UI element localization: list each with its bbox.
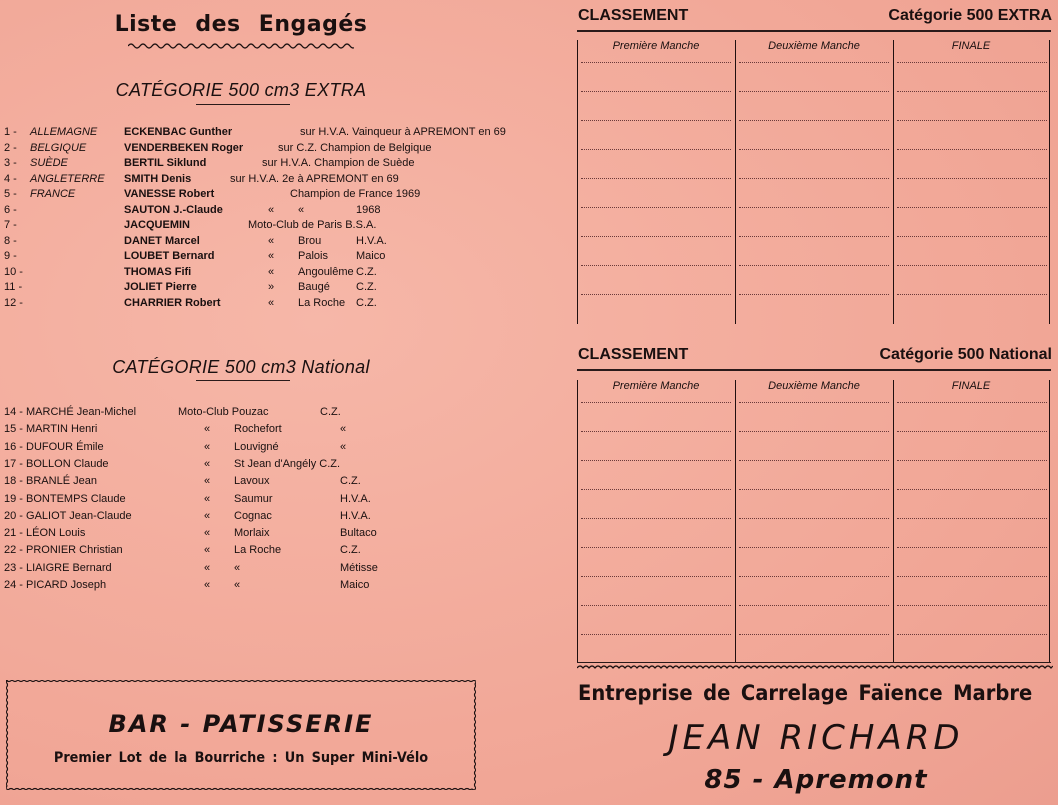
extra-entry-country: ANGLETERRE — [30, 172, 105, 185]
extra-entry-num: 11 - — [4, 281, 23, 293]
classement-title-national: CLASSEMENT — [578, 346, 689, 363]
extra-entry-rider: VANESSE Robert — [124, 188, 215, 200]
extra-entry-country: FRANCE — [30, 188, 76, 200]
result-dotted-line — [897, 634, 1047, 635]
extra-entry-c1: « — [268, 203, 275, 216]
national-entry-q: « — [204, 457, 211, 470]
table2-wavy-rule — [577, 664, 1053, 672]
bar-subtitle: Premier Lot de la Bourriche : Un Super Mini-Vélo — [53, 750, 429, 766]
extra-entry-rest: sur H.V.A. Champion de Suède — [262, 157, 415, 169]
company-name: JEAN RICHARD — [668, 718, 964, 758]
national-entry-make: Métisse — [340, 561, 378, 574]
national-entry-make: C.Z. — [340, 475, 361, 488]
national-entry-town: St Jean d'Angély C.Z. — [234, 457, 341, 470]
extra-entry-rider: LOUBET Bernard — [124, 250, 215, 262]
extra-entry-c3: C.Z. — [356, 296, 377, 309]
national-entry-town: « — [234, 561, 241, 574]
extra-entry-rider: BERTIL Siklund — [124, 157, 207, 169]
result-dotted-line — [739, 62, 889, 63]
extra-entry-num: 8 - — [4, 234, 17, 247]
national-entry-rider: 21 - LÉON Louis — [4, 527, 86, 540]
national-entry-make: C.Z. — [340, 544, 361, 557]
result-dotted-line — [581, 634, 731, 635]
result-dotted-line — [739, 605, 889, 606]
extra-entry-rest: sur C.Z. Champion de Belgique — [278, 141, 432, 154]
national-entry-q: « — [204, 509, 211, 522]
result-dotted-line — [739, 634, 889, 635]
result-dotted-line — [581, 265, 731, 266]
result-dotted-line — [739, 207, 889, 208]
result-dotted-line — [739, 265, 889, 266]
national-entry-town: Morlaix — [234, 527, 270, 540]
result-dotted-line — [897, 62, 1047, 63]
extra-entry-num: 2 - — [4, 141, 17, 154]
category-label-extra: Catégorie 500 EXTRA — [888, 7, 1052, 24]
national-entry-q: « — [204, 475, 211, 488]
extra-entry-rest: sur H.V.A. 2e à APREMONT en 69 — [230, 172, 399, 185]
national-entry-make: « — [340, 423, 347, 436]
extra-entry-num: 7 - — [4, 219, 17, 231]
result-dotted-line — [739, 489, 889, 490]
result-dotted-line — [897, 207, 1047, 208]
result-dotted-line — [739, 91, 889, 92]
result-dotted-line — [581, 62, 731, 63]
classement-table-national — [577, 380, 1051, 662]
extra-entry-rider: DANET Marcel — [124, 234, 200, 247]
result-dotted-line — [897, 402, 1047, 403]
company-location: 85 - Apremont — [704, 765, 928, 795]
extra-entry-rider: JOLIET Pierre — [124, 281, 197, 293]
extra-entry-num: 3 - — [4, 157, 17, 169]
result-dotted-line — [897, 547, 1047, 548]
result-dotted-line — [581, 207, 731, 208]
result-dotted-line — [581, 178, 731, 179]
extra-entry-c2: Moto-Club de Paris B.S.A. — [248, 219, 377, 231]
national-entry-make: Bultaco — [340, 527, 377, 540]
extra-entry-num: 4 - — [4, 172, 17, 185]
result-dotted-line — [739, 460, 889, 461]
result-dotted-line — [739, 294, 889, 295]
result-dotted-line — [739, 178, 889, 179]
extra-entry-rider: THOMAS Fifi — [124, 265, 192, 278]
national-entry-rider: 19 - BONTEMPS Claude — [4, 492, 126, 505]
result-dotted-line — [581, 236, 731, 237]
national-entry-town: Rochefort — [234, 423, 282, 436]
t2-header-second: Deuxième Manche — [768, 380, 860, 392]
classement-table-extra — [577, 40, 1051, 324]
result-dotted-line — [581, 149, 731, 150]
national-entry-town: Saumur — [234, 492, 273, 505]
national-entry-rider: 18 - BRANLÉ Jean — [4, 475, 97, 488]
result-dotted-line — [581, 91, 731, 92]
national-entry-rider: 15 - MARTIN Henri — [4, 423, 98, 436]
national-entry-town: Lavoux — [234, 475, 270, 488]
extra-entry-c2: Palois — [298, 250, 328, 262]
t1-header-final: FINALE — [951, 40, 991, 52]
national-entry-rider: 24 - PICARD Joseph — [4, 579, 107, 591]
result-dotted-line — [581, 402, 731, 403]
extra-entry-rider: JACQUEMIN — [124, 219, 191, 231]
result-dotted-line — [739, 518, 889, 519]
result-dotted-line — [897, 460, 1047, 461]
table2-bottom-rule — [577, 662, 1051, 663]
national-entry-town: « — [234, 579, 241, 591]
extra-entry-c2: « — [298, 203, 305, 216]
result-dotted-line — [739, 431, 889, 432]
extra-entry-c3: H.V.A. — [356, 234, 387, 247]
result-dotted-line — [581, 518, 731, 519]
extra-entry-num: 9 - — [4, 250, 17, 262]
result-dotted-line — [581, 120, 731, 121]
national-entry-make: H.V.A. — [340, 509, 371, 522]
extra-entry-c3: 1968 — [356, 203, 381, 216]
extra-entry-c1: « — [268, 265, 275, 278]
national-entry-town: Cognac — [234, 509, 272, 522]
national-entry-q: « — [204, 492, 211, 505]
extra-category-title: CATÉGORIE 500 cm3 EXTRA — [115, 80, 367, 100]
extra-entry-rider: SAUTON J.-Claude — [124, 203, 223, 216]
result-dotted-line — [897, 91, 1047, 92]
result-dotted-line — [581, 489, 731, 490]
result-dotted-line — [897, 265, 1047, 266]
national-entry-make: Maico — [340, 579, 370, 591]
result-dotted-line — [897, 236, 1047, 237]
category-label-national: Catégorie 500 National — [879, 346, 1052, 363]
national-entry-q: « — [204, 544, 211, 557]
extra-entry-num: 12 - — [4, 296, 23, 309]
result-dotted-line — [897, 120, 1047, 121]
t2-header-final: FINALE — [951, 380, 991, 392]
national-entry-make: C.Z. — [320, 406, 341, 418]
extra-entry-c2: La Roche — [298, 296, 346, 309]
extra-entry-num: 1 - — [4, 126, 17, 138]
extra-entry-rider: SMITH Denis — [124, 172, 192, 185]
national-entry-rider: 23 - LIAIGRE Bernard — [4, 561, 112, 574]
extra-entry-rider: ECKENBAC Gunther — [124, 126, 233, 138]
extra-entry-country: SUÈDE — [30, 157, 68, 169]
extra-entry-c1: « — [268, 296, 275, 309]
title-underline — [128, 42, 354, 50]
extra-entry-c1: » — [268, 281, 275, 293]
result-dotted-line — [581, 431, 731, 432]
national-entry-rider: 17 - BOLLON Claude — [4, 457, 109, 470]
national-entry-q: « — [204, 423, 211, 436]
result-dotted-line — [581, 576, 731, 577]
national-entry-town: La Roche — [234, 544, 282, 557]
result-dotted-line — [897, 576, 1047, 577]
result-dotted-line — [897, 178, 1047, 179]
t1-header-second: Deuxième Manche — [768, 40, 860, 52]
extra-entry-num: 6 - — [4, 203, 17, 216]
result-dotted-line — [739, 120, 889, 121]
national-entry-rider: 20 - GALIOT Jean-Claude — [4, 509, 132, 522]
result-dotted-line — [897, 518, 1047, 519]
result-dotted-line — [739, 149, 889, 150]
national-entry-q: « — [204, 440, 211, 453]
result-dotted-line — [581, 547, 731, 548]
national-entry-q: « — [204, 579, 211, 591]
national-entry-make: « — [340, 440, 347, 453]
national-category-title: CATÉGORIE 500 cm3 National — [112, 357, 370, 377]
result-dotted-line — [581, 460, 731, 461]
extra-entry-country: ALLEMAGNE — [30, 126, 98, 138]
page-title: Liste des Engagés — [114, 12, 368, 37]
result-dotted-line — [581, 294, 731, 295]
national-entry-q: « — [204, 527, 211, 540]
national-entry-rider: 14 - MARCHÉ Jean-Michel — [4, 406, 137, 418]
national-entry-town: Louvigné — [234, 440, 279, 453]
national-entry-q: Moto-Club Pouzac — [178, 406, 269, 418]
t1-header-first: Première Manche — [612, 40, 700, 52]
classement-title-extra: CLASSEMENT — [578, 7, 689, 24]
national-entry-make: H.V.A. — [340, 492, 371, 505]
extra-title-rule — [196, 104, 290, 105]
extra-entry-rest: Champion de France 1969 — [290, 188, 421, 200]
extra-entry-num: 10 - — [4, 265, 23, 278]
result-dotted-line — [739, 402, 889, 403]
result-dotted-line — [739, 236, 889, 237]
extra-entry-c3: Maico — [356, 250, 386, 262]
extra-entry-c2: Brou — [298, 234, 322, 247]
bar-title: BAR - PATISSERIE — [108, 710, 374, 738]
extra-entry-c3: C.Z. — [356, 281, 377, 293]
extra-entry-c3: C.Z. — [356, 265, 377, 278]
extra-entry-num: 5 - — [4, 188, 17, 200]
extra-entry-c2: Angoulême — [298, 265, 354, 278]
extra-entry-rest: sur H.V.A. Vainqueur à APREMONT en 69 — [300, 126, 506, 138]
company-line: Entreprise de Carrelage Faïence Marbre — [578, 681, 1033, 705]
result-dotted-line — [897, 489, 1047, 490]
extra-entry-c1: « — [268, 234, 275, 247]
extra-entry-c2: Baugé — [298, 281, 330, 293]
result-dotted-line — [739, 547, 889, 548]
result-dotted-line — [897, 294, 1047, 295]
result-dotted-line — [897, 431, 1047, 432]
extra-entry-country: BELGIQUE — [30, 141, 87, 154]
national-title-rule — [196, 380, 290, 381]
national-entry-q: « — [204, 561, 211, 574]
extra-entry-rider: VENDERBEKEN Roger — [124, 141, 244, 154]
table2-top-rule — [577, 369, 1051, 371]
result-dotted-line — [897, 605, 1047, 606]
national-entry-rider: 16 - DUFOUR Émile — [4, 440, 104, 453]
extra-entry-rider: CHARRIER Robert — [124, 296, 221, 309]
national-entry-rider: 22 - PRONIER Christian — [4, 544, 123, 557]
t2-header-first: Première Manche — [612, 380, 700, 392]
table1-top-rule — [577, 30, 1051, 32]
result-dotted-line — [581, 605, 731, 606]
extra-entry-c1: « — [268, 250, 275, 262]
result-dotted-line — [897, 149, 1047, 150]
result-dotted-line — [739, 576, 889, 577]
